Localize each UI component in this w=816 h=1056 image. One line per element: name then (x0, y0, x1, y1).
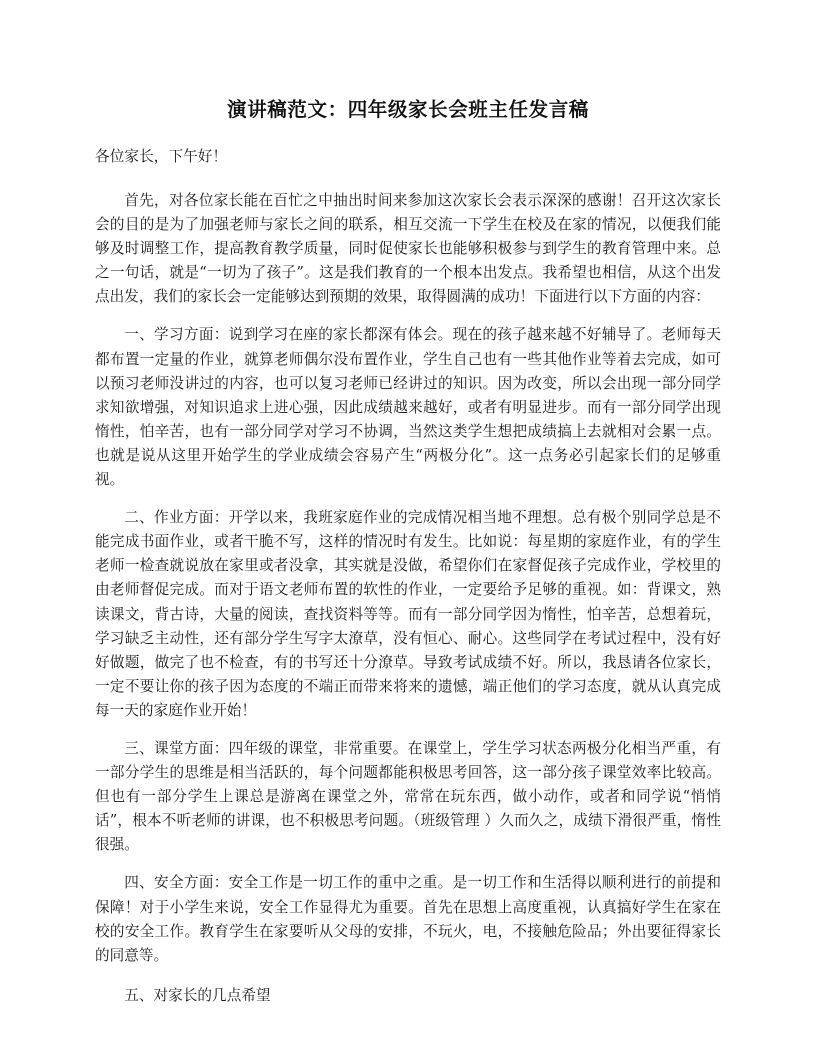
title-block (95, 0, 721, 123)
document-content (95, 0, 721, 1008)
salutation-line: 各位家长，下午好！ (95, 148, 228, 165)
paragraph-intro: 首先，对各位家长能在百忙之中抽出时间来参加这次家长会表示深深的感谢！召开这次家长会的目的是为了加强老师与家长之间的联系，相互交流一下学生在校及在家的情况，以便我们能够及时调整工作，提高教育教学质量，同时促使家长也能够积极参与到学生的教育管理中来。总之一句话，就是“一切为了孩子”。这是我们教育的一个根本出发点。我希望也相信，从这个出发点出发，我们的家长会一定能够达到预期的效果，取得圆满的成功！下面进行以下方面的内容： (95, 192, 721, 306)
paragraph-section-one-study: 一、学习方面：说到学习在座的家长都深有体会。现在的孩子越来越不好辅导了。老师每天都布置一定量的作业，就算老师偶尔没布置作业，学生自己也有一些其他作业等着去完成，如可以预习老师没讲过的内容，也可以复习老师已经讲过的知识。因为改变，所以会出现一部分同学求知欲增强，对知识追求上进心强，因此成绩越来越好，或者有明显进步。而有一部分同学出现惰性，怕辛苦，也有一部分同学对学习不协调，当然这类学生想把成绩搞上去就相对会累一点。也就是说从这里开始学生的学业成绩会容易产生“两极分化”。这一点务必引起家长们的足够重视。 (95, 326, 721, 489)
page-title: 演讲稿范文：四年级家长会班主任发言稿 (227, 98, 589, 121)
paragraph-section-two-homework: 二、作业方面：开学以来，我班家庭作业的完成情况相当地不理想。总有极个别同学总是不能完成书面作业，或者干脆不写，这样的情况时有发生。比如说：每星期的家庭作业，有的学生老师一检查就说放在家里或者没拿，其实就是没做，希望你们在家督促孩子完成作业，学校里的由老师督促完成。而对于语文老师布置的软性的作业，一定要给予足够的重视。如：背课文，熟读课文，背古诗，大量的阅读，查找资料等等。而有一部分同学因为惰性，怕辛苦，总想着玩，学习缺乏主动性，还有部分学生写字太潦草，没有恒心、耐心。这些同学在考试过程中，没有好好做题，做完了也不检查，有的书写还十分潦草。导致考试成绩不好。所以，我恳请各位家长，一定不要让你的孩子因为态度的不端正而带来将来的遗憾，端正他们的学习态度，就从认真完成每一天的家庭作业开始！ (95, 509, 721, 719)
paragraph-section-three-class: 三、课堂方面：四年级的课堂，非常重要。在课堂上，学生学习状态两极分化相当严重，有一部分学生的思维是相当活跃的，每个问题都能积极思考回答，这一部分孩子课堂效率比较高。但也有一部分学生上课总是游离在课堂之外，常常在玩东西，做小动作，或者和同学说“悄悄话”，根本不听老师的讲课，也不积极思考问题。（班级管理 ）久而久之，成绩下滑很严重，惰性很强。 (95, 739, 721, 854)
paragraph-section-five-hopes-heading: 五、对家长的几点希望 (124, 986, 271, 1004)
paragraph-section-four-safety: 四、安全方面：安全工作是一切工作的重中之重。是一切工作和生活得以顺利进行的前提和保障！对于小学生来说，安全工作显得尤为重要。首先在思想上高度重视，认真搞好学生在家在校的安全工作。教育学生在家要听从父母的安排，不玩火，电，不接触危险品；外出要征得家长的同意等。 (95, 874, 721, 964)
